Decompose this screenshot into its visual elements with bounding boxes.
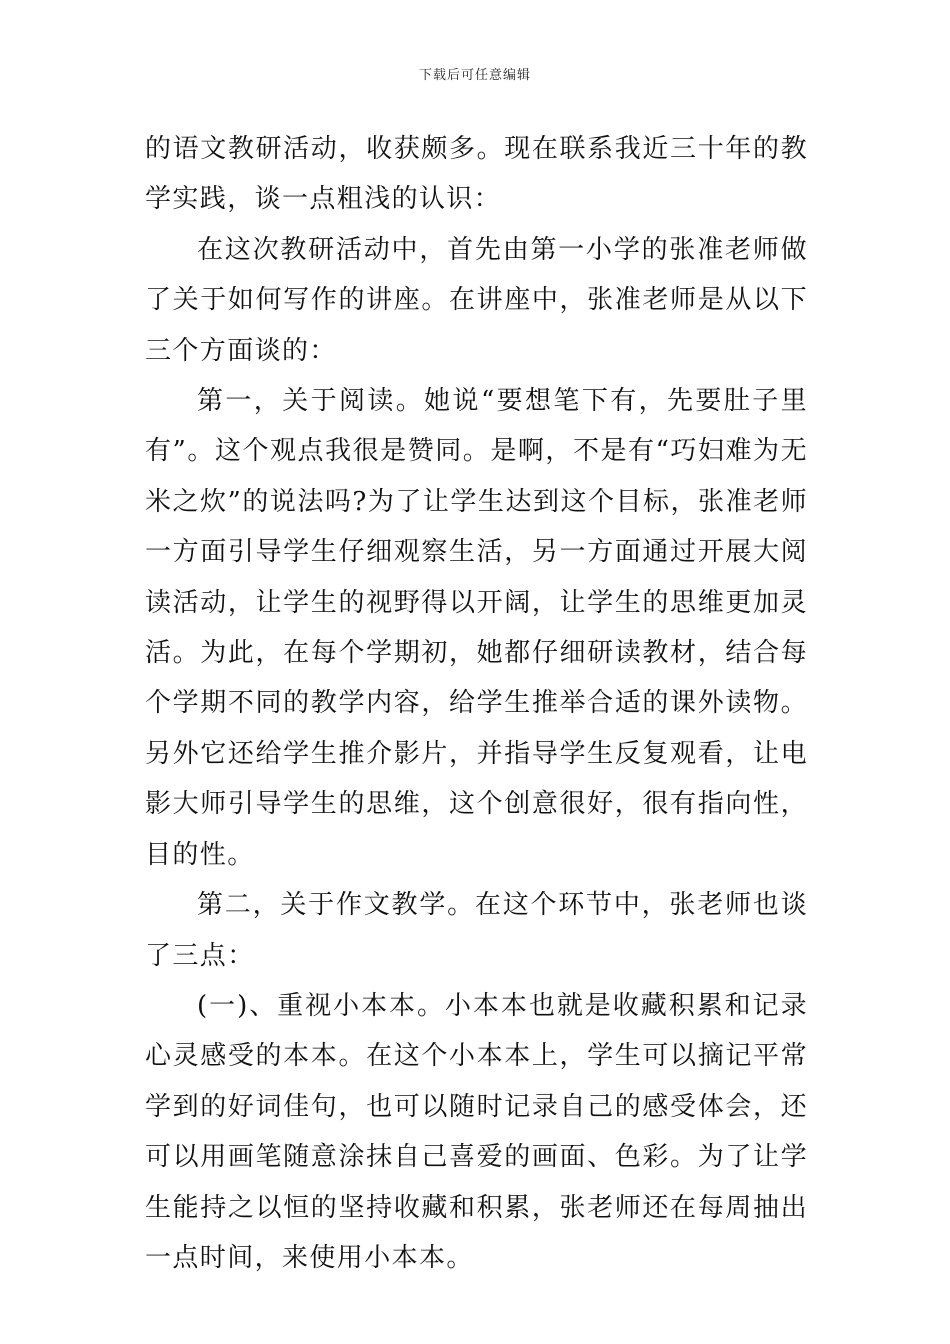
paragraph-notebook: (一)、重视小本本。小本本也就是收藏积累和记录心灵感受的本本。在这个小本本上，学生可以摘记平常学到的好词佳句，也可以随时记录自己的感受体会，还可以用画笔随意涂抹自己喜爱的画面、色彩。为了让学生能持之以恒的坚持收藏和积累，张老师还在每周抽出一点时间，来使用小本本。 [145,990,808,1273]
paragraph-intro: 在这次教研活动中，首先由第一小学的张准老师做了关于如何写作的讲座。在讲座中，张准老师是从以下三个方面谈的： [145,234,808,366]
paragraph-continuation: 的语文教研活动，收获颇多。现在联系我近三十年的教学实践，谈一点粗浅的认识： [145,134,808,215]
paragraph-reading: 第一，关于阅读。她说“要想笔下有，先要肚子里有”。这个观点我很是赞同。是啊，不是有“巧妇难为无米之炊”的说法吗?为了让学生达到这个目标，张准老师一方面引导学生仔细观察生活，另一方面通过开展大阅读活动，让学生的视野得以开阔，让学生的思维更加灵活。为此，在每个学期初，她都仔细研读教材，结合每个学期不同的教学内容，给学生推举合适的课外读物。另外它还给学生推介影片，并指导学生反复观看，让电影大师引导学生的思维，这个创意很好，很有指向性，目的性。 [145,386,808,870]
page-header: 下载后可任意编辑 [418,68,531,83]
document-body [145,124,808,1283]
paragraph-writing-teaching: 第二，关于作文教学。在这个环节中，张老师也谈了三点： [145,890,808,971]
